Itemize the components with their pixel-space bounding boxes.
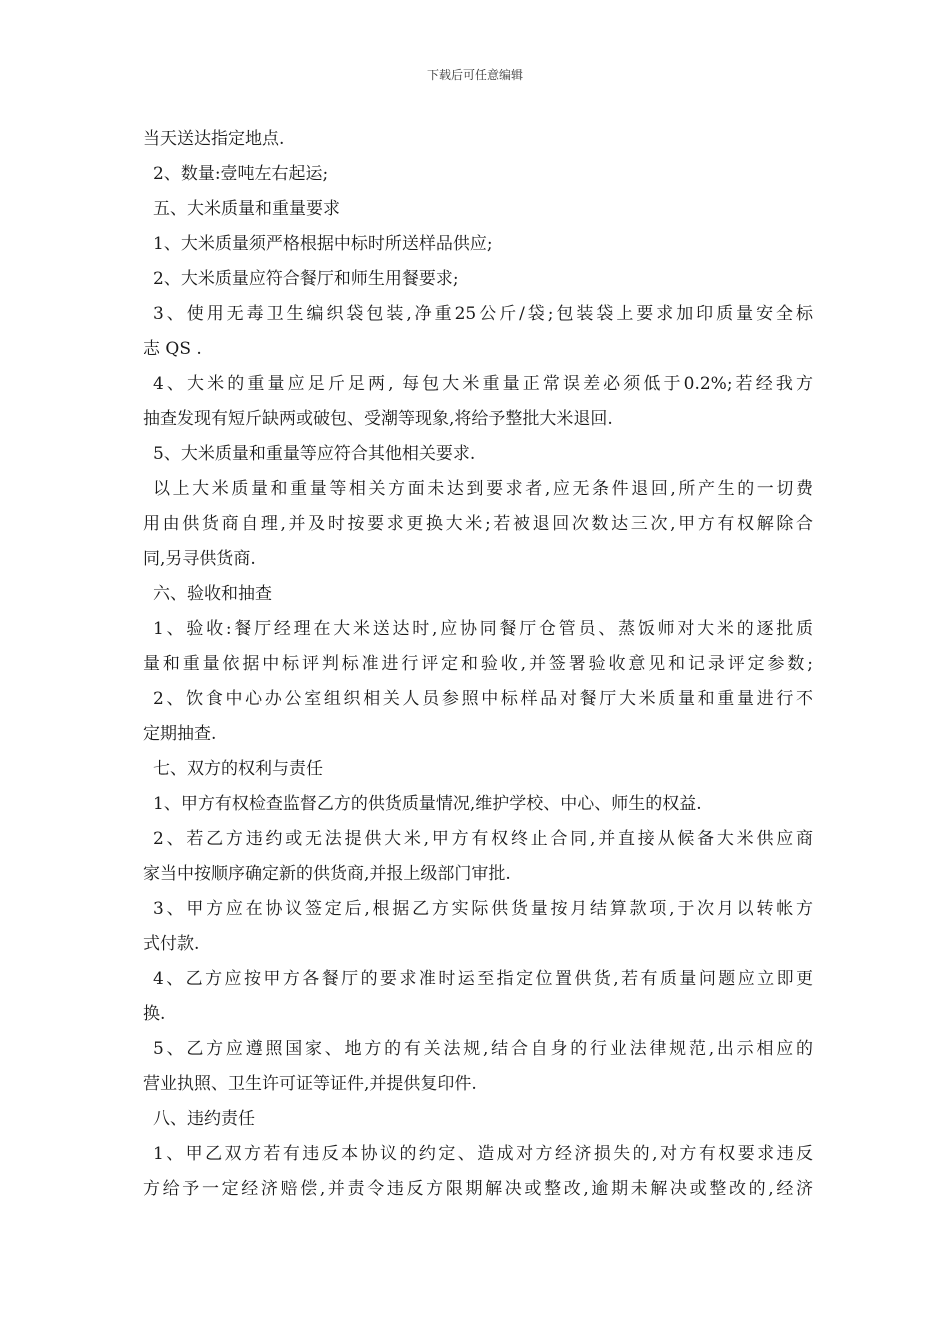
list-item: 4、大米的重量应足斤足两, 每包大米重量正常误差必须低于0.2%;若经我方	[153, 374, 813, 394]
list-item: 1、甲乙双方若有违反本协议的约定、造成对方经济损失的,对方有权要求违反	[153, 1144, 813, 1164]
list-item: 3、甲方应在协议签定后,根据乙方实际供货量按月结算款项,于次月以转帐方	[153, 899, 813, 919]
page-header-note: 下载后可任意编辑	[426, 68, 523, 82]
section-heading: 六、验收和抽查	[153, 584, 272, 604]
list-item: 5、大米质量和重量等应符合其他相关要求.	[153, 444, 476, 464]
list-item: 2、大米质量应符合餐厅和师生用餐要求;	[153, 269, 459, 289]
text-line: 家当中按顺序确定新的供货商,并报上级部门审批.	[143, 864, 511, 884]
list-item: 1、大米质量须严格根据中标时所送样品供应;	[153, 234, 493, 254]
list-item: 2、饮食中心办公室组织相关人员参照中标样品对餐厅大米质量和重量进行不	[153, 689, 813, 709]
list-item: 1、甲方有权检查监督乙方的供货质量情况,维护学校、中心、师生的权益.	[153, 794, 702, 814]
text-line: 抽查发现有短斤缺两或破包、受潮等现象,将给予整批大米退回.	[143, 409, 613, 429]
text-line: 志 QS .	[143, 339, 202, 359]
text-line: 方给予一定经济赔偿,并责令违反方限期解决或整改,逾期未解决或整改的,经济	[143, 1179, 813, 1199]
text-line: 营业执照、卫生许可证等证件,并提供复印件.	[143, 1074, 477, 1094]
paragraph-line: 同,另寻供货商.	[143, 549, 256, 569]
section-heading: 七、双方的权利与责任	[153, 759, 323, 779]
text-line: 当天送达指定地点.	[143, 129, 285, 149]
list-item: 2、数量:壹吨左右起运;	[153, 164, 329, 184]
list-item: 4、乙方应按甲方各餐厅的要求准时运至指定位置供货,若有质量问题应立即更	[153, 969, 813, 989]
document-body	[143, 122, 813, 1207]
list-item: 2、若乙方违约或无法提供大米,甲方有权终止合同,并直接从候备大米供应商	[153, 829, 813, 849]
text-line: 换.	[143, 1004, 166, 1024]
text-line: 量和重量依据中标评判标准进行评定和验收,并签署验收意见和记录评定参数;	[143, 654, 813, 674]
list-item: 3、使用无毒卫生编织袋包装,净重25公斤/袋;包装袋上要求加印质量安全标	[153, 304, 813, 324]
section-heading: 五、大米质量和重量要求	[153, 199, 340, 219]
paragraph-line: 用由供货商自理,并及时按要求更换大米;若被退回次数达三次,甲方有权解除合	[143, 514, 813, 534]
text-line: 定期抽查.	[143, 724, 217, 744]
list-item: 1、验收:餐厅经理在大米送达时,应协同餐厅仓管员、蒸饭师对大米的逐批质	[153, 619, 813, 639]
text-line: 式付款.	[143, 934, 200, 954]
section-heading: 八、违约责任	[153, 1109, 255, 1129]
list-item: 5、乙方应遵照国家、地方的有关法规,结合自身的行业法律规范,出示相应的	[153, 1039, 813, 1059]
paragraph-line: 以上大米质量和重量等相关方面未达到要求者,应无条件退回,所产生的一切费	[153, 479, 813, 499]
